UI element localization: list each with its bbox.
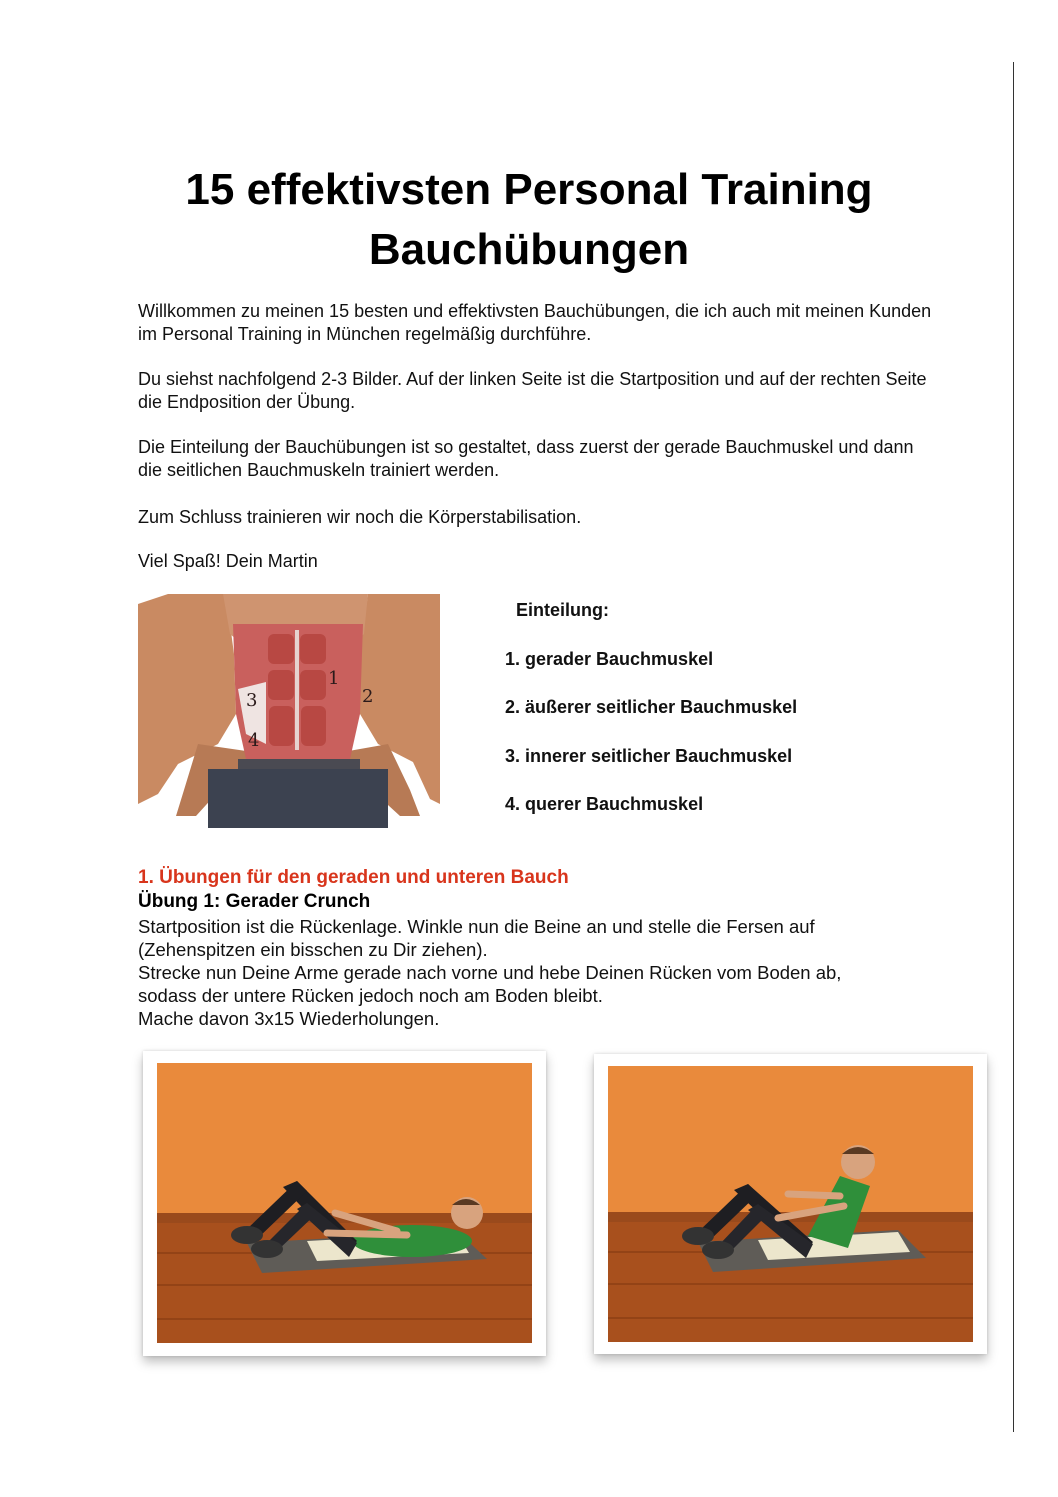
exercise-line: Mache davon 3x15 Wiederholungen. [138, 1008, 440, 1029]
intro-paragraph-2: Du siehst nachfolgend 2-3 Bilder. Auf der linken Seite ist die Startposition und auf der rechten Seite die Endposition der Übung. [138, 369, 927, 412]
anatomy-label-3: 3 [246, 690, 258, 711]
page-title: 15 effektivsten Personal Training Bauchübungen [185, 165, 873, 274]
intro-paragraph-4: Zum Schluss trainieren wir noch die Körperstabilisation. [138, 507, 582, 527]
intro-paragraph-1: Willkommen zu meinen 15 besten und effektivsten Bauchübungen, die ich auch mit meinen Kunden im Personal Training in München regelmäßig durchführe. [138, 301, 932, 344]
anatomy-label-4: 4 [248, 730, 260, 751]
exercise-line: sodass der untere Rücken jedoch noch am Boden bleibt. [138, 985, 603, 1006]
anatomy-label-1: 1 [328, 668, 340, 689]
exercise-line: (Zehenspitzen ein bisschen zu Dir ziehen). [138, 939, 488, 960]
intro-signoff: Viel Spaß! Dein Martin [138, 551, 318, 571]
intro-paragraph-3: Die Einteilung der Bauchübungen ist so gestaltet, dass zuerst der gerade Bauchmuskel und dann die seitlichen Bauchmuskeln trainiert werden. [138, 437, 914, 480]
exercise-line: Startposition ist die Rückenlage. Winkle nun die Beine an und stelle die Fersen auf [138, 916, 815, 937]
legend-item: 1. gerader Bauchmuskel [505, 649, 714, 669]
exercise-line: Strecke nun Deine Arme gerade nach vorne und hebe Deinen Rücken vom Boden ab, [138, 962, 842, 983]
page-edge-line [1013, 62, 1014, 1432]
anatomy-label-2: 2 [362, 686, 374, 707]
exercise-photo-start [143, 1051, 546, 1356]
section-heading: 1. Übungen für den geraden und unteren Bauch [138, 867, 569, 888]
abdominal-muscles-illustration [138, 594, 440, 828]
exercise-photo-end [594, 1054, 987, 1354]
legend-item: 4. querer Bauchmuskel [505, 794, 704, 814]
exercise-description [138, 915, 938, 1030]
legend-item: 3. innerer seitlicher Bauchmuskel [505, 746, 793, 766]
exercise-title: Übung 1: Gerader Crunch [138, 891, 371, 912]
legend-item: 2. äußerer seitlicher Bauchmuskel [505, 697, 798, 717]
legend-title: Einteilung: [516, 600, 609, 620]
